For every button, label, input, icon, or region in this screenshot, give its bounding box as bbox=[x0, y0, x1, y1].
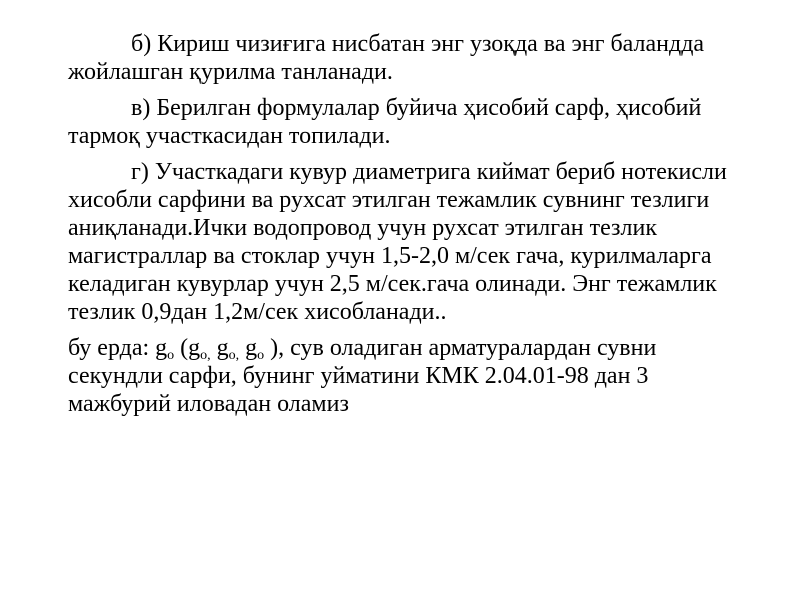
formula-part-4: g bbox=[239, 335, 258, 361]
subscript-2: o, bbox=[200, 348, 211, 363]
formula-suffix: ), сув оладиган арматуралардан сувни секундли сарфи, бунинг уйматини КМК 2.04.01-98 дан 3 мажбурий иловадан оламиз bbox=[68, 335, 657, 417]
formula-prefix: бу ерда: g bbox=[68, 335, 168, 361]
formula-part-2: (g bbox=[174, 335, 201, 361]
subscript-4: o bbox=[257, 348, 265, 363]
paragraph-g: г) Участкадаги кувур диаметрига киймат бериб нотекисли хисобли сарфини ва рухсат этилган тежамлик сувнинг тезлиги аниқланади.Ички водопровод учун рухсат этилган тезлик магистраллар ва стоклар учун 1,5-2,0 м/сек гача, курилмаларга келадиган кувурлар учун 2,5 м/сек.гача олинади. Энг тежамлик тезлик 0,9дан 1,2м/сек хисобланади.. bbox=[68, 159, 727, 325]
formula-part-3: g bbox=[210, 335, 229, 361]
subscript-3: o, bbox=[228, 348, 240, 363]
document-body bbox=[68, 30, 748, 426]
formula-explanation-paragraph bbox=[68, 334, 748, 418]
subscript-1: o bbox=[167, 348, 175, 363]
paragraph-b: б) Кириш чизиғига нисбатан энг узоқда ва энг баландда жойлашган қурилма танланади. bbox=[68, 31, 705, 85]
paragraph-v: в) Берилган формулалар буйича ҳисобий сарф, ҳисобий тармоқ участкасидан топилади. bbox=[68, 95, 702, 149]
